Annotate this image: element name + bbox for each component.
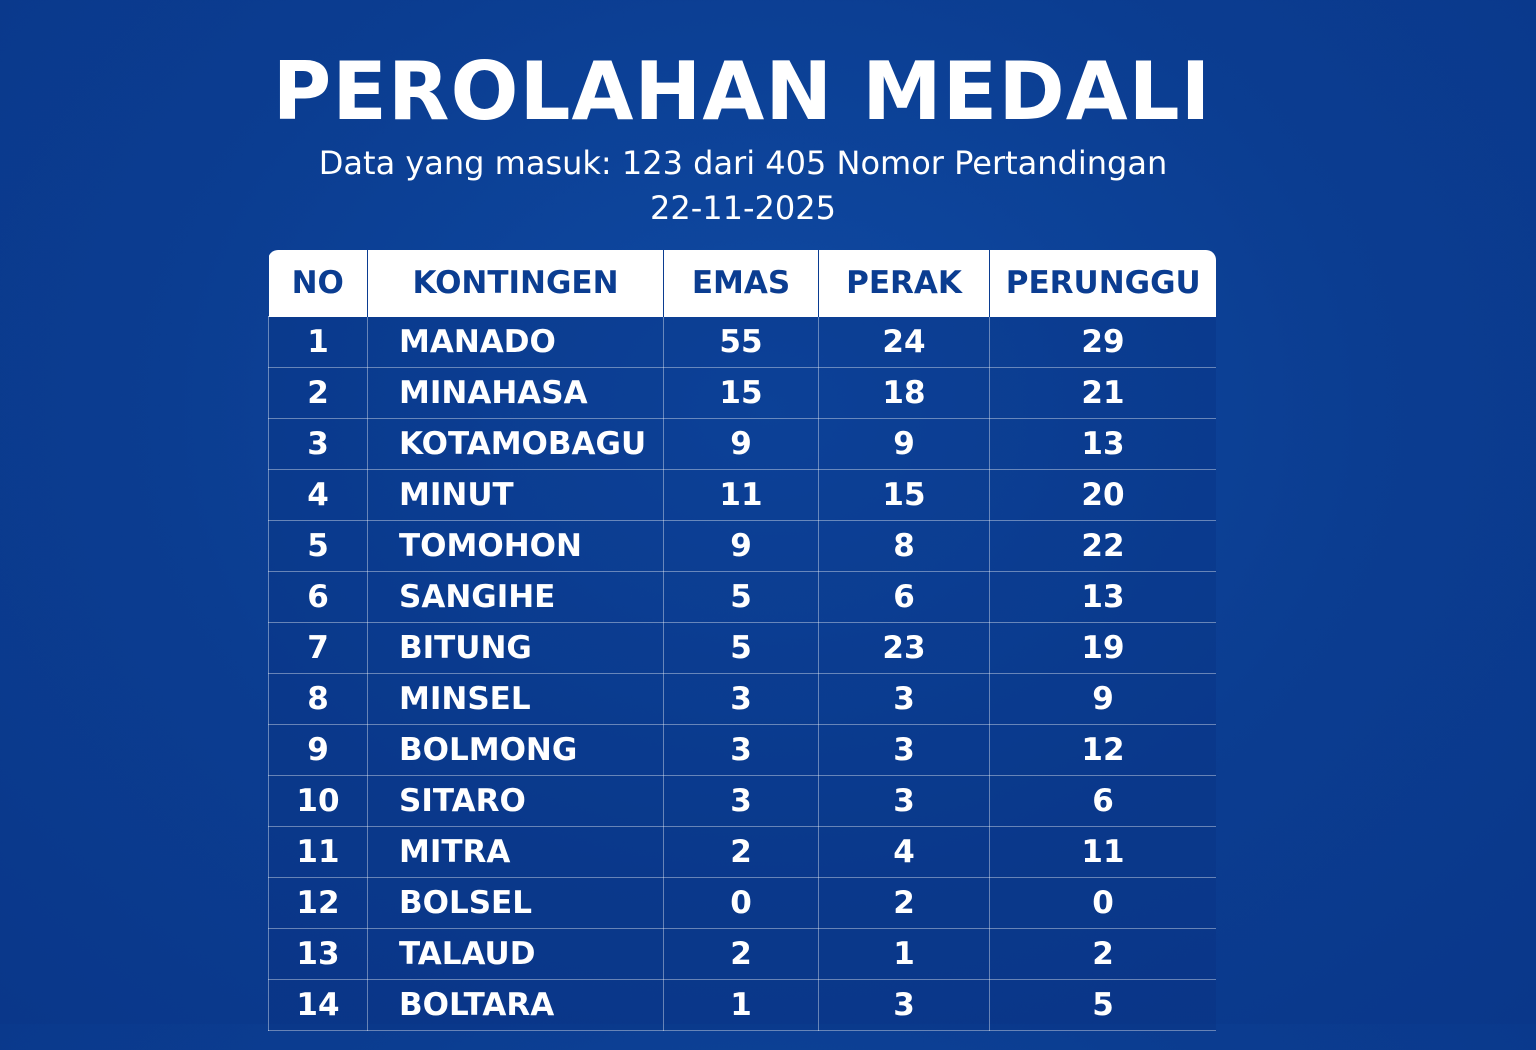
cell-emas: 0 [664,878,819,929]
table-row [269,470,1217,521]
cell-perunggu: 12 [990,725,1217,776]
cell-perunggu: 19 [990,623,1217,674]
cell-emas: 1 [664,980,819,1031]
cell-emas: 9 [664,419,819,470]
page-title: PEROLAHAN MEDALI [272,45,1212,138]
cell-no: 3 [269,419,368,470]
cell-perak: 24 [819,317,990,368]
cell-emas: 3 [664,725,819,776]
cell-perunggu: 13 [990,419,1217,470]
table-row [269,572,1217,623]
cell-perunggu: 6 [990,776,1217,827]
cell-perunggu: 29 [990,317,1217,368]
cell-no: 13 [269,929,368,980]
cell-perunggu: 0 [990,878,1217,929]
cell-perak: 3 [819,980,990,1031]
cell-emas: 3 [664,674,819,725]
table-row [269,929,1217,980]
cell-perak: 2 [819,878,990,929]
cell-perak: 3 [819,725,990,776]
cell-no: 5 [269,521,368,572]
medal-table [268,250,1216,1031]
table-row [269,878,1217,929]
cell-perak: 9 [819,419,990,470]
cell-emas: 3 [664,776,819,827]
cell-perak: 6 [819,572,990,623]
cell-no: 2 [269,368,368,419]
table-header [269,250,1217,317]
header-emas: EMAS [664,250,819,317]
cell-no: 8 [269,674,368,725]
table-row [269,980,1217,1031]
cell-perak: 3 [819,674,990,725]
cell-no: 9 [269,725,368,776]
cell-perak: 1 [819,929,990,980]
cell-emas: 11 [664,470,819,521]
cell-no: 14 [269,980,368,1031]
table-row [269,419,1217,470]
cell-no: 12 [269,878,368,929]
cell-no: 11 [269,827,368,878]
cell-kontingen: MITRA [368,827,664,878]
cell-emas: 2 [664,827,819,878]
cell-kontingen: MANADO [368,317,664,368]
cell-kontingen: TOMOHON [368,521,664,572]
cell-perunggu: 9 [990,674,1217,725]
cell-emas: 2 [664,929,819,980]
cell-kontingen: BOLTARA [368,980,664,1031]
cell-no: 6 [269,572,368,623]
cell-kontingen: SITARO [368,776,664,827]
cell-emas: 15 [664,368,819,419]
table-row [269,725,1217,776]
header-row [269,250,1217,317]
header-perak: PERAK [819,250,990,317]
table-row [269,776,1217,827]
cell-perunggu: 20 [990,470,1217,521]
date-label: 22-11-2025 [650,189,836,227]
table-row [269,674,1217,725]
cell-perak: 8 [819,521,990,572]
cell-kontingen: MINAHASA [368,368,664,419]
cell-kontingen: BOLSEL [368,878,664,929]
cell-no: 4 [269,470,368,521]
cell-no: 7 [269,623,368,674]
cell-no: 1 [269,317,368,368]
cell-kontingen: TALAUD [368,929,664,980]
cell-perak: 18 [819,368,990,419]
header-perunggu: PERUNGGU [990,250,1217,317]
table-row [269,521,1217,572]
cell-perunggu: 13 [990,572,1217,623]
cell-emas: 9 [664,521,819,572]
table-body [269,317,1217,1031]
header-kontingen: KONTINGEN [368,250,664,317]
cell-emas: 5 [664,623,819,674]
cell-perunggu: 11 [990,827,1217,878]
table-row [269,317,1217,368]
cell-perunggu: 22 [990,521,1217,572]
cell-kontingen: KOTAMOBAGU [368,419,664,470]
table-row [269,623,1217,674]
cell-kontingen: BOLMONG [368,725,664,776]
cell-kontingen: MINSEL [368,674,664,725]
cell-perak: 15 [819,470,990,521]
cell-kontingen: SANGIHE [368,572,664,623]
cell-emas: 55 [664,317,819,368]
medal-table-container [268,250,1216,1050]
cell-perak: 4 [819,827,990,878]
cell-kontingen: MINUT [368,470,664,521]
table-row [269,827,1217,878]
cell-perunggu: 2 [990,929,1217,980]
cell-perak: 23 [819,623,990,674]
cell-no: 10 [269,776,368,827]
data-progress-subtitle: Data yang masuk: 123 dari 405 Nomor Pertandingan [318,144,1168,182]
cell-kontingen: BITUNG [368,623,664,674]
cell-emas: 5 [664,572,819,623]
cell-perak: 3 [819,776,990,827]
table-row [269,368,1217,419]
header-no: NO [269,250,368,317]
cell-perunggu: 21 [990,368,1217,419]
cell-perunggu: 5 [990,980,1217,1031]
